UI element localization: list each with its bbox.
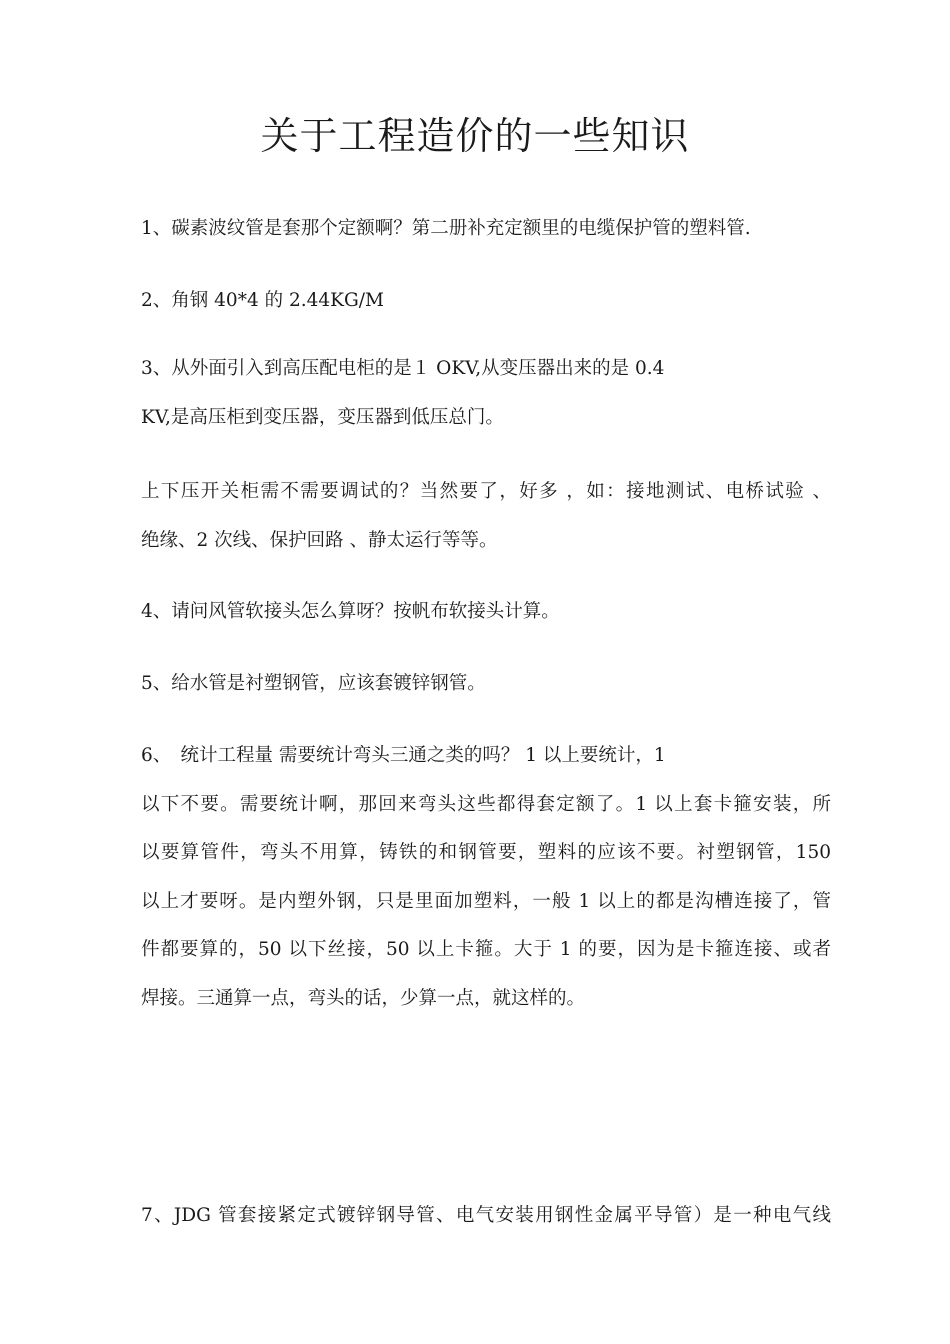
paragraph-line: 7、JDG 管套接紧定式镀锌钢导管、电气安装用钢性金属平导管）是一种电气线 xyxy=(141,1205,831,1226)
paragraph-line: 以要算管件，弯头不用算，铸铁的和钢管要，塑料的应该不要。衬塑钢管，150 xyxy=(141,842,831,863)
paragraph-line: 绝缘、2 次线、保护回路 、静太运行等等。 xyxy=(141,530,498,551)
paragraph-line: 6、 统计工程量 需要统计弯头三通之类的吗？ 1 以上要统计，1 xyxy=(141,745,666,766)
paragraph-line: 焊接。三通算一点，弯头的话，少算一点，就这样的。 xyxy=(141,988,586,1009)
document-title: 关于工程造价的一些知识 xyxy=(260,114,690,158)
paragraph-line: 1、碳素波纹管是套那个定额啊？第二册补充定额里的电缆保护管的塑料管. xyxy=(141,218,751,239)
paragraph-line: 以下不要。需要统计啊，那回来弯头这些都得套定额了。1 以上套卡箍安装，所 xyxy=(141,794,831,815)
paragraph-line: 件都要算的，50 以下丝接，50 以上卡箍。大于 1 的要，因为是卡箍连接、或者 xyxy=(141,939,831,960)
paragraph-line: KV,是高压柜到变压器，变压器到低压总门。 xyxy=(141,407,504,428)
paragraph-line: 4、请问风管软接头怎么算呀？按帆布软接头计算。 xyxy=(141,601,560,622)
paragraph-line: 3、从外面引入到高压配电柜的是１ OKV,从变压器出来的是 0.4 xyxy=(141,358,665,379)
paragraph-line: 上下压开关柜需不需要调试的？当然要了，好多 ，如：接地测试、电桥试验 、 xyxy=(141,481,831,502)
paragraph-line: 2、角钢 40*4 的 2.44KG/M xyxy=(141,290,384,311)
paragraph-line: 5、给水管是衬塑钢管，应该套镀锌钢管。 xyxy=(141,673,486,694)
paragraph-line: 以上才要呀。是内塑外钢，只是里面加塑料，一般 1 以上的都是沟槽连接了，管 xyxy=(141,891,831,912)
